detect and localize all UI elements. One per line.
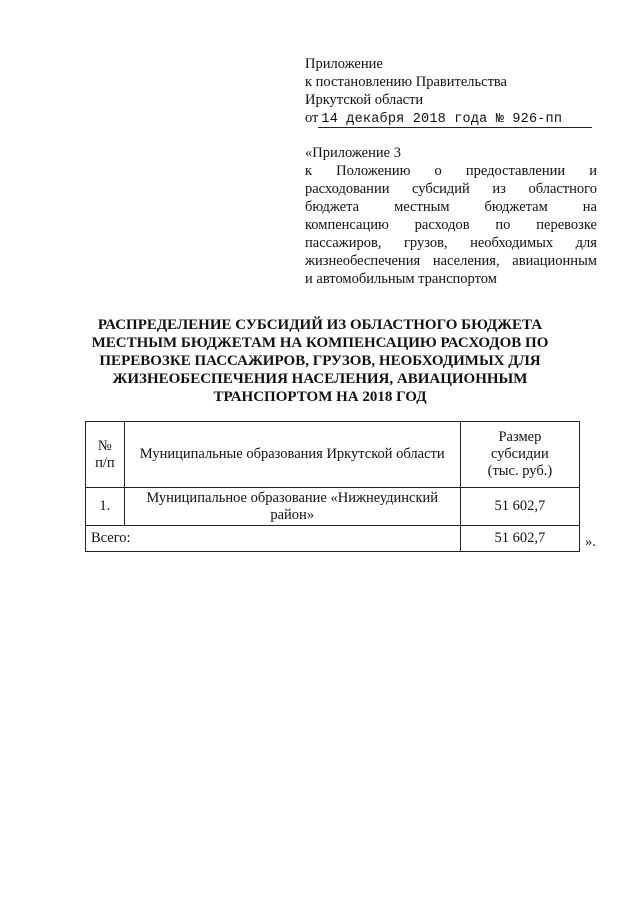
total-amount: 51 602,7	[460, 526, 579, 552]
row-municipality-line-2: район»	[270, 506, 315, 523]
appendix-3-word: предоставлении	[465, 163, 566, 179]
appendix-line-3: Иркутской области	[305, 92, 424, 108]
appendix-3-word: о	[434, 163, 442, 179]
title-line: ПЕРЕВОЗКЕ ПАССАЖИРОВ, ГРУЗОВ, НЕОБХОДИМЫХ ДЛЯ	[99, 353, 541, 369]
header-amount-line-3: (тыс. руб.)	[487, 463, 553, 479]
appendix-3-word: для	[575, 235, 597, 251]
row-number: 1.	[86, 488, 125, 526]
header-number	[86, 422, 125, 488]
appendix-3-line	[305, 234, 597, 252]
table-row	[86, 488, 580, 526]
subsidy-table	[85, 421, 580, 552]
row-municipality-line-1: Муниципальное образование «Нижнеудинский	[146, 489, 439, 506]
appendix-3-word: Положению	[336, 163, 411, 179]
appendix-3-word: местным	[394, 199, 450, 215]
appendix-3-word: перевозке	[536, 217, 597, 233]
date-value: 14 декабря 2018 года № 926-пп	[318, 112, 592, 128]
appendix-3-line	[305, 162, 597, 180]
appendix-line-2-word: к	[305, 74, 313, 90]
appendix-3-word: расходов	[414, 217, 470, 233]
appendix-3-word: «Приложение 3	[305, 145, 401, 161]
appendix-line-2-word: постановлению	[315, 74, 413, 90]
appendix-3-word: жизнеобеспечения	[305, 253, 421, 269]
appendix-3-word: по	[495, 217, 511, 233]
appendix-3-word: и автомобильным транспортом	[305, 271, 497, 287]
appendix-3-block	[305, 144, 597, 288]
row-amount: 51 602,7	[460, 488, 579, 526]
title-line: МЕСТНЫМ БЮДЖЕТАМ НА КОМПЕНСАЦИЮ РАСХОДОВ ПО	[91, 335, 549, 351]
appendix-3-word: из	[492, 181, 506, 197]
appendix-3-line	[305, 180, 597, 198]
header-number-line-2: п/п	[95, 454, 115, 471]
appendix-line-1: Приложение	[305, 56, 383, 72]
header-municipality: Муниципальные образования Иркутской области	[124, 422, 460, 488]
title-line: ЖИЗНЕОБЕСПЕЧЕНИЯ НАСЕЛЕНИЯ, АВИАЦИОННЫМ	[112, 371, 528, 387]
header-amount-line-1: Размер	[498, 429, 542, 445]
header-amount-line-2: субсидии	[490, 446, 549, 462]
appendix-3-line	[305, 270, 597, 288]
appendix-header	[305, 55, 597, 129]
appendix-3-line	[305, 198, 597, 216]
appendix-3-word: и	[589, 163, 597, 179]
table-header-row	[86, 422, 580, 488]
closing-quote: ».	[585, 534, 596, 550]
appendix-3-line	[305, 216, 597, 234]
appendix-3-line	[305, 252, 597, 270]
header-number-line-1: №	[97, 437, 112, 454]
appendix-3-word: пассажиров,	[305, 235, 382, 251]
appendix-3-word: на	[582, 199, 597, 215]
appendix-date-line	[305, 109, 597, 129]
appendix-3-word: к	[305, 163, 313, 179]
appendix-3-word: населения,	[432, 253, 500, 269]
row-municipality	[124, 488, 460, 526]
appendix-3-word: грузов,	[403, 235, 448, 251]
total-label: Всего:	[86, 526, 461, 552]
appendix-3-word: бюджета	[305, 199, 360, 215]
appendix-3-word: авиационным	[512, 253, 597, 269]
appendix-3-word: субсидий	[412, 181, 470, 197]
appendix-3-word: компенсацию	[305, 217, 389, 233]
appendix-3-line	[305, 144, 597, 162]
appendix-line-2-word: Правительства	[415, 74, 507, 90]
appendix-3-word: бюджетам	[484, 199, 548, 215]
title-line: ТРАНСПОРТОМ НА 2018 ГОД	[213, 389, 427, 405]
appendix-3-word: областного	[528, 181, 597, 197]
date-prefix: от	[305, 110, 319, 126]
document-title	[80, 316, 560, 406]
appendix-3-word: необходимых	[470, 235, 554, 251]
header-amount	[460, 422, 579, 488]
table-total-row	[86, 526, 580, 552]
appendix-3-word: расходовании	[305, 181, 390, 197]
title-line: РАСПРЕДЕЛЕНИЕ СУБСИДИЙ ИЗ ОБЛАСТНОГО БЮДЖЕТА	[97, 317, 543, 333]
appendix-line-2	[305, 73, 597, 91]
